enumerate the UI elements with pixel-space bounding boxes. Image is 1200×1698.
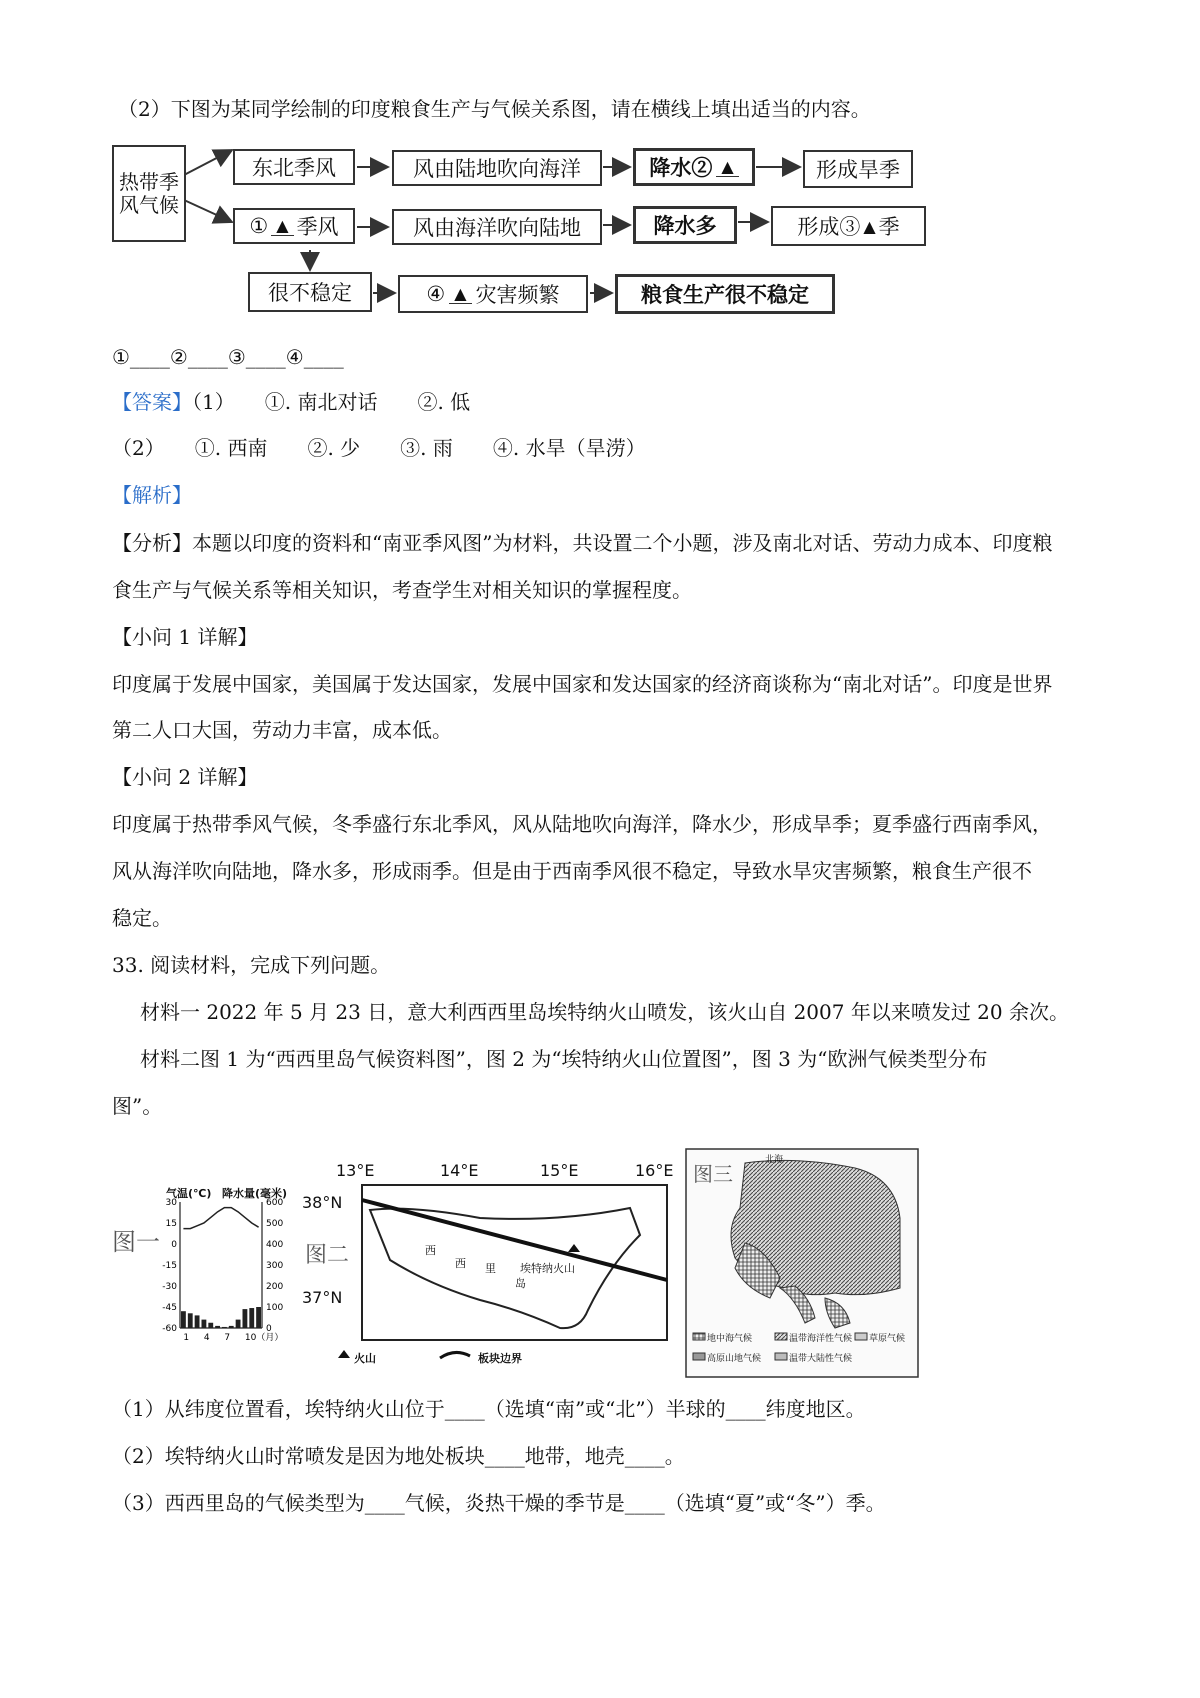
legend-med: 地中海气候 [707,1334,753,1344]
blank-1-triangle: ▲ [271,216,293,236]
blank-2-triangle: ▲ [716,157,738,177]
fig1-temp-tick: -45 [162,1303,177,1313]
island-char-2: 西 [455,1257,466,1270]
legend-swatch-highland [693,1353,705,1360]
island-char-3: 里 [485,1262,496,1275]
flow-rain-much [633,206,737,244]
figure-1 [112,1180,322,1355]
legend-volcano-icon [338,1350,350,1358]
fenxi-line-1: 【分析】本题以印度的资料和“南亚季风图”为材料，共设置二个小题，涉及南北对话、劳动力成本、印度粮 [112,531,1053,555]
flow-disaster-4 [398,275,588,313]
fig1-rain-bar [243,1309,248,1328]
fig1-rain-tick: 600 [266,1198,284,1208]
sub1-line-1: 印度属于发展中国家，美国属于发达国家，发展中国家和发达国家的经济商谈称为“南北对话”。印度是世界 [112,672,1053,696]
fig1-rain-tick: 200 [266,1282,284,1292]
flow-land-to-sea-text: 风由陆地吹向海洋 [413,157,581,181]
fig1-temp-tick: -15 [162,1261,177,1271]
fig1-temp-tick: -30 [162,1282,177,1292]
q2-intro: （2）下图为某同学绘制的印度粮食生产与气候关系图，请在横线上填出适当的内容。 [118,97,871,121]
fig2-lat-37: 37°N [302,1288,343,1307]
fig1-rain-bar [249,1308,254,1328]
material-2-line-1: 材料二图 1 为“西西里岛气候资料图”，图 2 为“埃特纳火山位置图”，图 3 为“欧洲气候类型分布 [140,1047,988,1071]
q33-title: 33. 阅读材料，完成下列问题。 [112,953,391,977]
flow-circle-1: ① [249,214,269,238]
fig1-rain-bar [208,1323,213,1328]
figure-2-label: 图二 [305,1243,350,1268]
flow-disaster-text: 灾害频繁 [475,283,560,307]
flow-unstable-text: 很不稳定 [268,281,352,305]
blanks-line: ①____②____③____④____ [112,345,344,369]
flow-dry-season [803,150,913,188]
volcano-label: 埃特纳火山 [520,1262,575,1275]
analysis-tag: 【解析】 [112,483,192,507]
answer-tag: 【答案】 [112,390,192,414]
fig1-rain-bar [256,1307,261,1328]
fig1-temp-title: 气温(℃) [166,1187,212,1200]
answer-line-1 [112,389,470,415]
fenxi-line-2: 食生产与气候关系等相关知识，考查学生对相关知识的掌握程度。 [112,578,692,602]
fig3-sea-label: 北海 [765,1155,784,1165]
flow-start-box [112,145,186,242]
legend-highland: 高原山地气候 [707,1354,762,1364]
legend-volcano-label: 火山 [354,1352,376,1365]
answer-line-2: （2） ①. 西南 ②. 少 ③. 雨 ④. 水旱（旱涝） [112,436,646,460]
fig1-rain-bar [188,1313,193,1328]
blank-4-triangle: ▲ [449,284,471,304]
flow-season-3-text: 形成③ [797,215,861,239]
flow-sea-to-land [392,209,602,245]
flow-rain-much-text: 降水多 [653,213,717,238]
flow-land-to-sea [392,150,602,186]
legend-ocean: 温带海洋性气候 [789,1334,853,1344]
sub1-line-2: 第二人口大国，劳动力丰富，成本低。 [112,718,452,742]
legend-swatch-med [693,1333,705,1340]
answer-line-1-text: （1） ①. 南北对话 ②. 低 [192,390,471,414]
fig2-lon-13: 13°E [336,1161,375,1180]
fig1-temp-tick: 15 [165,1219,177,1229]
flow-ne-monsoon [233,149,355,185]
flow-season-3-suffix: 季 [878,215,900,239]
flow-monsoon-1 [233,208,355,244]
fig1-month-tick: 10（月） [244,1333,284,1343]
fig1-rain-bar [202,1320,207,1328]
fig1-temp-tick: 30 [165,1198,177,1208]
legend-swatch-steppe [855,1333,867,1340]
flow-circle-4: ④ [426,282,446,306]
sub2-line-3: 稳定。 [112,906,172,930]
fig1-rain-bar [222,1327,227,1328]
legend-boundary-label: 板块边界 [478,1352,522,1365]
question-1: （1）从纬度位置看，埃特纳火山位于____（选填“南”或“北”）半球的____纬度地区。 [112,1397,866,1421]
figure-2 [302,1160,680,1370]
material-2-line-2: 图”。 [112,1094,163,1118]
fig1-rain-title: 降水量(毫米) [222,1187,288,1200]
flow-start-text: 热带季风气候 [119,169,179,217]
fig1-rain-bar [181,1311,186,1328]
flow-food-unstable [615,274,835,314]
flow-season-3 [771,206,926,246]
fig2-lon-15: 15°E [540,1161,579,1180]
flow-sea-to-land-text: 风由海洋吹向陆地 [413,216,581,240]
figure-3-label: 图三 [693,1162,733,1186]
legend-swatch-ocean [775,1333,787,1340]
fig1-temp-tick: -60 [162,1324,177,1334]
fig2-lon-16: 16°E [635,1161,674,1180]
fig1-rain-bar [229,1326,234,1328]
flow-diagram [0,0,1200,330]
fig1-rain-tick: 300 [266,1261,284,1271]
fig1-month-tick: 4 [203,1333,210,1343]
fig1-month-tick: 1 [183,1333,190,1343]
sub2-line-2: 风从海洋吹向陆地，降水多，形成雨季。但是由于西南季风很不稳定，导致水旱灾害频繁，粮食生产很不 [112,859,1032,883]
island-char-1: 西 [425,1244,436,1257]
flow-food-unstable-text: 粮食生产很不稳定 [641,282,809,307]
fig2-lat-38: 38°N [302,1193,343,1212]
sicily-island-outline [370,1208,640,1328]
blank-3-triangle: ▲ [863,216,876,236]
question-3: （3）西西里岛的气候类型为____气候，炎热干燥的季节是____（选填“夏”或“冬”）季。 [112,1491,886,1515]
figure-3 [685,1148,920,1378]
fig1-temp-line [183,1208,258,1229]
fig2-lon-14: 14°E [440,1161,479,1180]
fig1-temp-tick: 0 [171,1240,177,1250]
fig1-rain-tick: 500 [266,1219,284,1229]
fig1-month-tick: 7 [224,1333,231,1343]
flow-monsoon-1-text: 季风 [296,215,339,239]
fig1-rain-bar [236,1320,241,1328]
question-2: （2）埃特纳火山时常喷发是因为地处板块____地带，地壳____。 [112,1444,685,1468]
flow-rain-2-text: 降水② [649,155,713,180]
figure-1-label: 图一 [112,1228,160,1256]
sub2-title: 【小问 2 详解】 [112,765,258,789]
fig1-rain-bar [215,1326,220,1328]
flow-dry-season-text: 形成旱季 [816,158,900,182]
legend-continental: 温带大陆性气候 [789,1354,853,1364]
fig2-map [330,1160,680,1370]
sub1-title: 【小问 1 详解】 [112,625,258,649]
flow-unstable [248,272,372,312]
fig1-rain-tick: 0 [266,1324,272,1334]
flow-rain-2 [633,148,755,186]
island-char-4: 岛 [515,1277,526,1290]
fig1-rain-bar [195,1315,200,1328]
legend-boundary-icon [440,1352,470,1358]
fig1-rain-tick: 400 [266,1240,284,1250]
sub2-line-1: 印度属于热带季风气候，冬季盛行东北季风，风从陆地吹向海洋，降水少，形成旱季；夏季盛行西南季风， [112,812,1052,836]
fig1-chart [112,1180,322,1355]
legend-swatch-continental [775,1353,787,1360]
fig1-rain-tick: 100 [266,1303,284,1313]
legend-steppe: 草原气候 [869,1334,906,1344]
flow-ne-monsoon-text: 东北季风 [252,156,336,180]
material-1: 材料一 2022 年 5 月 23 日，意大利西西里岛埃特纳火山喷发，该火山自 2007 年以来喷发过 20 余次。 [140,1000,1069,1024]
